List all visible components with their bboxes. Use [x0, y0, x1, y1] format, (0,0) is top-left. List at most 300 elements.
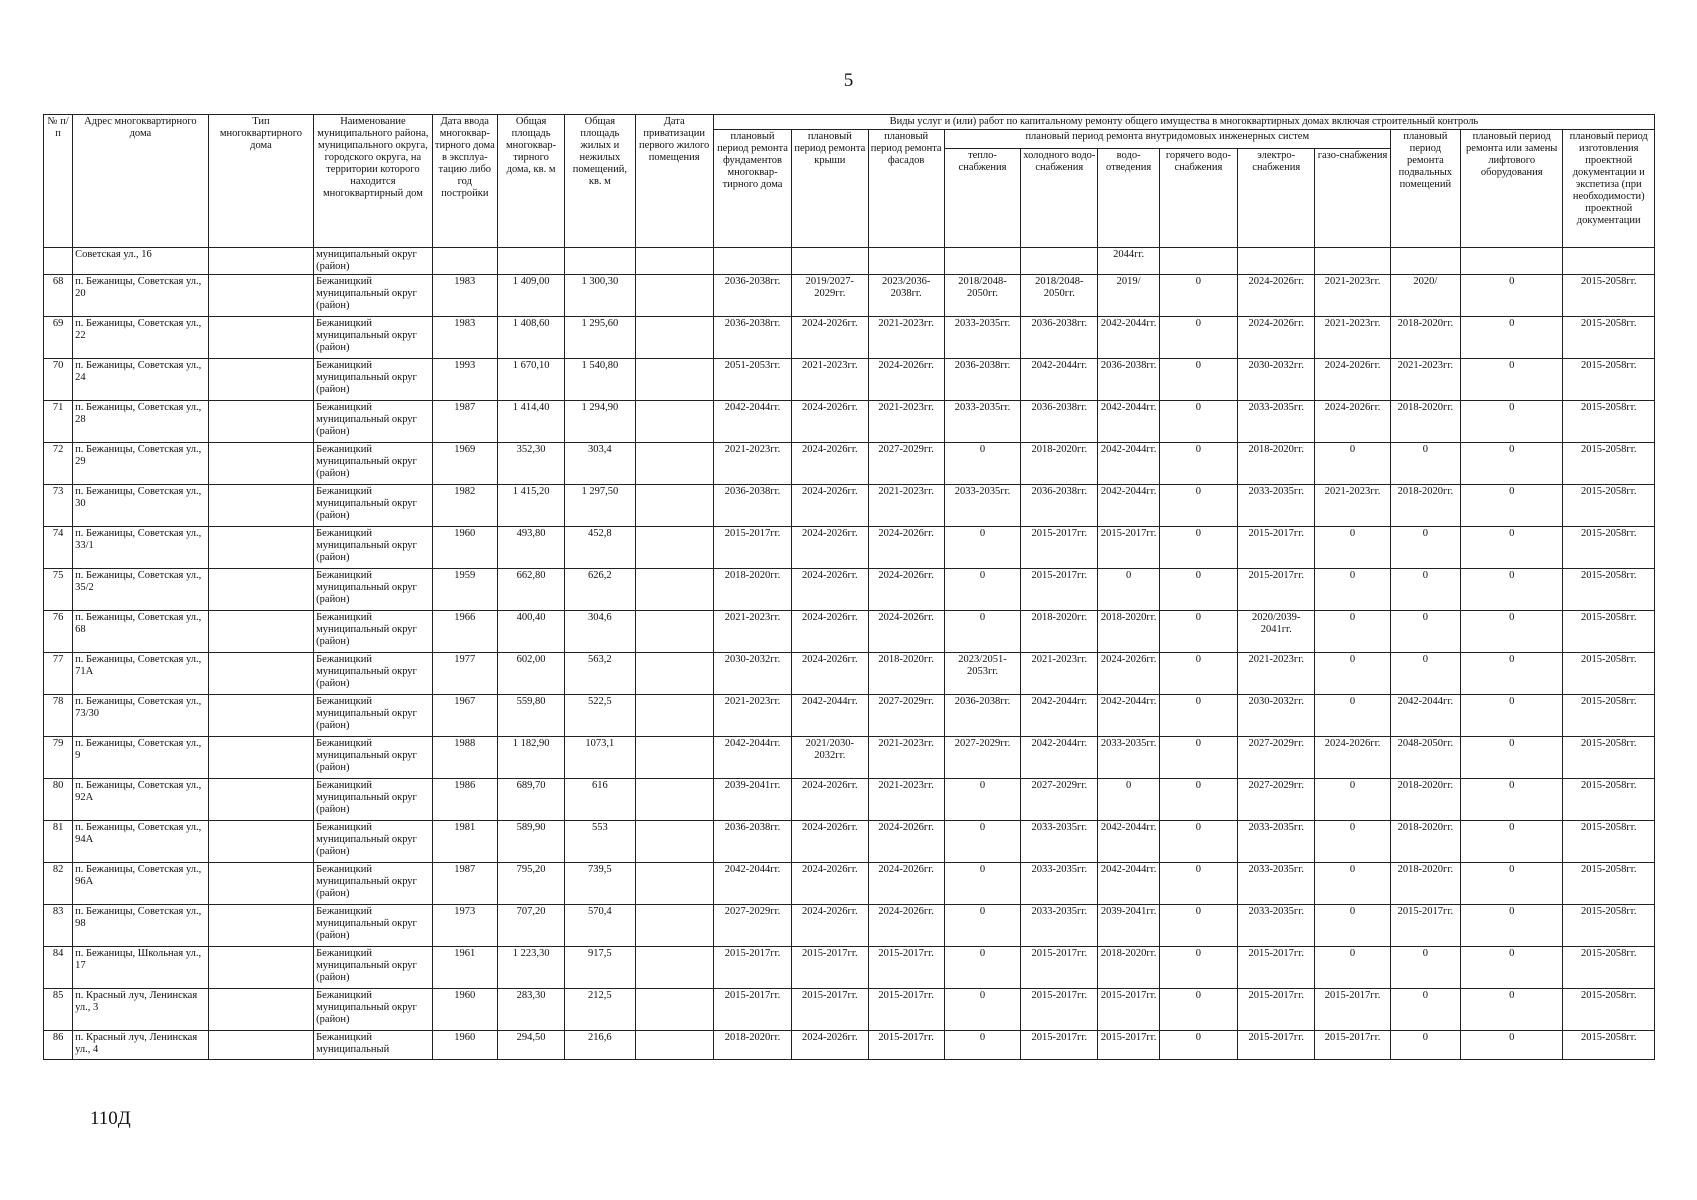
cell-electric: 2030-2032гг. — [1238, 695, 1315, 737]
cell-cold-water: 2018-2020гг. — [1021, 611, 1098, 653]
cell-electric: 2018-2020гг. — [1238, 443, 1315, 485]
cell-total-area: 1 670,10 — [497, 359, 564, 401]
cell-type — [208, 485, 313, 527]
cell-type — [208, 1031, 313, 1060]
cell-living-area: 1 540,80 — [565, 359, 635, 401]
cell-hot-water: 0 — [1159, 989, 1237, 1031]
cell-type — [208, 905, 313, 947]
cell-total-area: 689,70 — [497, 779, 564, 821]
cell-total-area: 707,20 — [497, 905, 564, 947]
cell-design: 2015-2058гг. — [1563, 611, 1655, 653]
cell-living-area: 1073,1 — [565, 737, 635, 779]
cell-foundation: 2042-2044гг. — [713, 863, 791, 905]
document-code: 110Д — [90, 1108, 131, 1129]
cell-district: Бежаницкий муниципальный округ (район) — [314, 905, 433, 947]
cell-living-area: 304,6 — [565, 611, 635, 653]
cell-total-area: 1 408,60 — [497, 317, 564, 359]
cell-no: 78 — [44, 695, 73, 737]
cell-total-area: 400,40 — [497, 611, 564, 653]
cell-basement: 0 — [1390, 947, 1460, 989]
cell-privatization — [635, 359, 713, 401]
cell-gas: 0 — [1315, 821, 1390, 863]
cell-basement: 0 — [1390, 527, 1460, 569]
cell-heat: 0 — [944, 905, 1020, 947]
cell-sewer: 2024-2026гг. — [1098, 653, 1159, 695]
cell-sewer: 2039-2041гг. — [1098, 905, 1159, 947]
cell-basement: 0 — [1390, 653, 1460, 695]
cell-gas: 0 — [1315, 779, 1390, 821]
cell-type — [208, 443, 313, 485]
cell-facade: 2021-2023гг. — [868, 737, 944, 779]
cell-year: 1983 — [432, 275, 497, 317]
cell-privatization — [635, 317, 713, 359]
cell-hot-water: 0 — [1159, 1031, 1237, 1060]
cell-basement: 0 — [1390, 989, 1460, 1031]
cell-privatization — [635, 569, 713, 611]
cell-total-area: 1 223,30 — [497, 947, 564, 989]
cell-foundation: 2018-2020гг. — [713, 1031, 791, 1060]
cell-sewer: 0 — [1098, 569, 1159, 611]
cell-total-area: 559,80 — [497, 695, 564, 737]
col-basement-header: плановый период ремонта подвальных помещений — [1390, 130, 1460, 248]
cell-year: 1959 — [432, 569, 497, 611]
col-electric-header: электро-снабжения — [1238, 149, 1315, 248]
cell-roof: 2024-2026гг. — [792, 1031, 868, 1060]
cell-living-area: 452,8 — [565, 527, 635, 569]
col-district-header: Наименование муниципального района, муниципального округа, городского округа, на территории которого находится многоквартирный дом — [314, 115, 433, 248]
cell-gas: 2015-2017гг. — [1315, 989, 1390, 1031]
cell-address: п. Бежаницы, Советская ул., 71А — [73, 653, 209, 695]
cell-privatization — [635, 821, 713, 863]
cell-address: п. Бежаницы, Советская ул., 73/30 — [73, 695, 209, 737]
cell-no: 83 — [44, 905, 73, 947]
cell-facade: 2024-2026гг. — [868, 905, 944, 947]
cell-type — [208, 737, 313, 779]
cell-sewer: 0 — [1098, 779, 1159, 821]
cell-foundation: 2036-2038гг. — [713, 485, 791, 527]
cell-elevator: 0 — [1461, 317, 1563, 359]
cell-elevator: 0 — [1461, 611, 1563, 653]
cell-facade: 2015-2017гг. — [868, 1031, 944, 1060]
cell-elevator: 0 — [1461, 695, 1563, 737]
cell-basement: 0 — [1390, 1031, 1460, 1060]
cell-gas: 2021-2023гг. — [1315, 275, 1390, 317]
cell-cold-water: 2042-2044гг. — [1021, 359, 1098, 401]
cell-hot-water: 0 — [1159, 275, 1237, 317]
table-row — [44, 821, 1655, 863]
cell-district: Бежаницкий муниципальный округ (район) — [314, 611, 433, 653]
cell-design: 2015-2058гг. — [1563, 821, 1655, 863]
cell-gas: 0 — [1315, 527, 1390, 569]
cell-foundation: 2051-2053гг. — [713, 359, 791, 401]
cell-foundation: 2015-2017гг. — [713, 989, 791, 1031]
cell-year: 1960 — [432, 1031, 497, 1060]
cell-basement: 0 — [1390, 611, 1460, 653]
cell-privatization — [635, 527, 713, 569]
cell-electric: 2024-2026гг. — [1238, 275, 1315, 317]
cell-basement: 2015-2017гг. — [1390, 905, 1460, 947]
cell-roof: 2024-2026гг. — [792, 905, 868, 947]
cell-district: Бежаницкий муниципальный округ (район) — [314, 695, 433, 737]
cell-roof: 2024-2026гг. — [792, 863, 868, 905]
cell-electric: 2015-2017гг. — [1238, 1031, 1315, 1060]
table-row — [44, 317, 1655, 359]
cell-electric: 2033-2035гг. — [1238, 401, 1315, 443]
cell-address: п. Бежаницы, Советская ул., 24 — [73, 359, 209, 401]
cell-roof: 2024-2026гг. — [792, 317, 868, 359]
cell-heat: 2033-2035гг. — [944, 401, 1020, 443]
cell-foundation: 2042-2044гг. — [713, 401, 791, 443]
cell-sewer: 2015-2017гг. — [1098, 527, 1159, 569]
cell-facade: 2021-2023гг. — [868, 485, 944, 527]
cell-electric: 2027-2029гг. — [1238, 779, 1315, 821]
cell-design: 2015-2058гг. — [1563, 443, 1655, 485]
cell-district: Бежаницкий муниципальный округ (район) — [314, 359, 433, 401]
cell-hot-water: 0 — [1159, 947, 1237, 989]
cell-type — [208, 569, 313, 611]
cell-facade: 2021-2023гг. — [868, 317, 944, 359]
cell-gas: 0 — [1315, 695, 1390, 737]
cell-year: 1986 — [432, 779, 497, 821]
cell-facade: 2027-2029гг. — [868, 695, 944, 737]
cell-sewer: 2042-2044гг. — [1098, 401, 1159, 443]
cell-living-area: 917,5 — [565, 947, 635, 989]
cell-privatization — [635, 611, 713, 653]
cell-roof: 2042-2044гг. — [792, 695, 868, 737]
cell-year: 1987 — [432, 863, 497, 905]
cell-living-area: 1 297,50 — [565, 485, 635, 527]
table-row — [44, 989, 1655, 1031]
col-living-area-header: Общая площадь жилых и нежилых помещений, кв. м — [565, 115, 635, 248]
cell-hot-water: 0 — [1159, 317, 1237, 359]
cell-heat: 0 — [944, 863, 1020, 905]
cell-foundation: 2036-2038гг. — [713, 317, 791, 359]
cell-gas: 2021-2023гг. — [1315, 485, 1390, 527]
cell-address: п. Бежаницы, Советская ул., 30 — [73, 485, 209, 527]
cell-no: 86 — [44, 1031, 73, 1060]
cell-facade: 2024-2026гг. — [868, 569, 944, 611]
cell-basement: 2018-2020гг. — [1390, 863, 1460, 905]
cell-elevator: 0 — [1461, 401, 1563, 443]
cell-elevator: 0 — [1461, 989, 1563, 1031]
cell-cold-water: 2015-2017гг. — [1021, 527, 1098, 569]
cell-roof: 2024-2026гг. — [792, 527, 868, 569]
cell-district: Бежаницкий муниципальный округ (район) — [314, 527, 433, 569]
cell-year: 1961 — [432, 947, 497, 989]
cell-basement: 2048-2050гг. — [1390, 737, 1460, 779]
cell-address: п. Бежаницы, Советская ул., 29 — [73, 443, 209, 485]
cell-hot-water: 0 — [1159, 653, 1237, 695]
cell-total-area: 1 415,20 — [497, 485, 564, 527]
cell-no: 69 — [44, 317, 73, 359]
cell-address: п. Бежаницы, Советская ул., 35/2 — [73, 569, 209, 611]
cell-design: 2015-2058гг. — [1563, 737, 1655, 779]
cell-heat: 2033-2035гг. — [944, 317, 1020, 359]
cell-heat: 0 — [944, 569, 1020, 611]
cell-heat: 2036-2038гг. — [944, 695, 1020, 737]
cell-basement: 2018-2020гг. — [1390, 485, 1460, 527]
cell-sewer: 2042-2044гг. — [1098, 317, 1159, 359]
table-row — [44, 443, 1655, 485]
cell-electric: 2015-2017гг. — [1238, 527, 1315, 569]
cell-roof: 2024-2026гг. — [792, 569, 868, 611]
table-row — [44, 275, 1655, 317]
cell-total-area: 294,50 — [497, 1031, 564, 1060]
cell-total-area: 1 182,90 — [497, 737, 564, 779]
col-no-header: № п/п — [44, 115, 73, 248]
cell-cold-water: 2036-2038гг. — [1021, 485, 1098, 527]
cell-heat: 0 — [944, 821, 1020, 863]
cell-design: 2015-2058гг. — [1563, 317, 1655, 359]
cell-basement: 2042-2044гг. — [1390, 695, 1460, 737]
col-privatization-header: Дата приватизации первого жилого помещения — [635, 115, 713, 248]
cell-privatization — [635, 1031, 713, 1060]
cell-foundation: 2036-2038гг. — [713, 275, 791, 317]
cell-gas: 2024-2026гг. — [1315, 359, 1390, 401]
cell-district: Бежаницкий муниципальный округ (район) — [314, 653, 433, 695]
cell-cold-water: 2042-2044гг. — [1021, 695, 1098, 737]
table-row — [44, 1031, 1655, 1060]
cell-total-area: 283,30 — [497, 989, 564, 1031]
cell-address: п. Бежаницы, Советская ул., 96А — [73, 863, 209, 905]
cell-total-area: 493,80 — [497, 527, 564, 569]
cell-elevator: 0 — [1461, 821, 1563, 863]
cell-district: Бежаницкий муниципальный округ (район) — [314, 443, 433, 485]
cell-type — [208, 527, 313, 569]
cell-type — [208, 947, 313, 989]
cell-sewer: 2042-2044гг. — [1098, 695, 1159, 737]
cell-no: 84 — [44, 947, 73, 989]
cell-design: 2015-2058гг. — [1563, 779, 1655, 821]
cell-year: 1983 — [432, 317, 497, 359]
cell-basement: 0 — [1390, 569, 1460, 611]
cell-heat: 2036-2038гг. — [944, 359, 1020, 401]
cell-foundation: 2036-2038гг. — [713, 821, 791, 863]
cell-electric: 2033-2035гг. — [1238, 485, 1315, 527]
cell-roof: 2021/2030-2032гг. — [792, 737, 868, 779]
col-design-header: плановый период изготовления проектной документации и экспетиза (при необходимости) проектной документации — [1563, 130, 1655, 248]
cell-no: 75 — [44, 569, 73, 611]
cell-elevator: 0 — [1461, 275, 1563, 317]
table-row — [44, 695, 1655, 737]
table-row — [44, 527, 1655, 569]
cell-address: п. Бежаницы, Советская ул., 92А — [73, 779, 209, 821]
cell-gas: 2021-2023гг. — [1315, 317, 1390, 359]
cell-cold-water: 2018-2020гг. — [1021, 443, 1098, 485]
cell-year: 1966 — [432, 611, 497, 653]
cell-roof: 2024-2026гг. — [792, 611, 868, 653]
cell-heat: 0 — [944, 611, 1020, 653]
cell-district: Бежаницкий муниципальный округ (район) — [314, 737, 433, 779]
cell-privatization — [635, 947, 713, 989]
cell-year: 1987 — [432, 401, 497, 443]
cell-electric: 2015-2017гг. — [1238, 989, 1315, 1031]
cell-year: 1993 — [432, 359, 497, 401]
cell-district: Бежаницкий муниципальный округ (район) — [314, 317, 433, 359]
cell-heat: 2027-2029гг. — [944, 737, 1020, 779]
cell-gas: 2024-2026гг. — [1315, 401, 1390, 443]
cell-hot-water: 0 — [1159, 779, 1237, 821]
cell-roof: 2024-2026гг. — [792, 779, 868, 821]
cell-district: Бежаницкий муниципальный округ (район) — [314, 947, 433, 989]
cell-total-area: 795,20 — [497, 863, 564, 905]
cell-total-area: 602,00 — [497, 653, 564, 695]
cell-no: 68 — [44, 275, 73, 317]
cell-sewer: 2042-2044гг. — [1098, 863, 1159, 905]
cell-gas: 0 — [1315, 443, 1390, 485]
cell-hot-water: 0 — [1159, 821, 1237, 863]
cell-total-area: 352,30 — [497, 443, 564, 485]
cell-roof: 2024-2026гг. — [792, 821, 868, 863]
cell-elevator: 0 — [1461, 653, 1563, 695]
cell-facade: 2024-2026гг. — [868, 821, 944, 863]
cell-district: Бежаницкий муниципальный округ (район) — [314, 401, 433, 443]
cell-year: 1982 — [432, 485, 497, 527]
table-row — [44, 653, 1655, 695]
cell-year: 1977 — [432, 653, 497, 695]
col-elevator-header: плановый период ремонта или замены лифтового оборудования — [1461, 130, 1563, 248]
cell-no: 79 — [44, 737, 73, 779]
cell-privatization — [635, 275, 713, 317]
cell-foundation: 2021-2023гг. — [713, 611, 791, 653]
cell-type — [208, 863, 313, 905]
cell-address: п. Бежаницы, Советская ул., 9 — [73, 737, 209, 779]
cell-living-area: 216,6 — [565, 1031, 635, 1060]
cell-facade: 2024-2026гг. — [868, 611, 944, 653]
cell-privatization — [635, 653, 713, 695]
cell-gas: 0 — [1315, 905, 1390, 947]
cell-type — [208, 401, 313, 443]
col-facade-header: плановый период ремонта фасадов — [868, 130, 944, 248]
cell-hot-water: 0 — [1159, 527, 1237, 569]
cell-facade: 2024-2026гг. — [868, 359, 944, 401]
cell-type — [208, 695, 313, 737]
cell-roof: 2015-2017гг. — [792, 947, 868, 989]
cell-foundation: 2030-2032гг. — [713, 653, 791, 695]
cell-sewer: 2015-2017гг. — [1098, 989, 1159, 1031]
cell-electric: 2024-2026гг. — [1238, 317, 1315, 359]
cell-facade: 2015-2017гг. — [868, 947, 944, 989]
cell-district: Бежаницкий муниципальный округ (район) — [314, 569, 433, 611]
cell-type — [208, 611, 313, 653]
cell-year: 1969 — [432, 443, 497, 485]
cell-address: п. Бежаницы, Советская ул., 94А — [73, 821, 209, 863]
cell-facade: 2021-2023гг. — [868, 401, 944, 443]
cell-no: 85 — [44, 989, 73, 1031]
cell-living-area: 570,4 — [565, 905, 635, 947]
cell-address: п. Бежаницы, Советская ул., 33/1 — [73, 527, 209, 569]
cell-privatization — [635, 989, 713, 1031]
cell-elevator: 0 — [1461, 947, 1563, 989]
cell-cold-water: 2021-2023гг. — [1021, 653, 1098, 695]
cell-cold-water: 2042-2044гг. — [1021, 737, 1098, 779]
cell-basement: 2018-2020гг. — [1390, 779, 1460, 821]
cell-roof: 2024-2026гг. — [792, 443, 868, 485]
cell-total-area: 1 414,40 — [497, 401, 564, 443]
cell-hot-water: 0 — [1159, 611, 1237, 653]
cell-sewer: 2019/ — [1098, 275, 1159, 317]
cell-design: 2015-2058гг. — [1563, 905, 1655, 947]
cell-elevator: 0 — [1461, 443, 1563, 485]
cell-type — [208, 989, 313, 1031]
cell-no: 73 — [44, 485, 73, 527]
col-total-area-header: Общая площадь многоквар-тирного дома, кв. м — [497, 115, 564, 248]
cell-gas: 0 — [1315, 569, 1390, 611]
cell-roof: 2021-2023гг. — [792, 359, 868, 401]
cell-roof: 2019/2027-2029гг. — [792, 275, 868, 317]
cell-no: 71 — [44, 401, 73, 443]
cell-design: 2015-2058гг. — [1563, 275, 1655, 317]
cell-design: 2015-2058гг. — [1563, 569, 1655, 611]
cell-living-area: 303,4 — [565, 443, 635, 485]
cell-sewer: 2033-2035гг. — [1098, 737, 1159, 779]
cell-elevator: 0 — [1461, 1031, 1563, 1060]
cell-design: 2015-2058гг. — [1563, 1031, 1655, 1060]
cell-no: 77 — [44, 653, 73, 695]
cell-cold-water: 2033-2035гг. — [1021, 863, 1098, 905]
cell-year: 1967 — [432, 695, 497, 737]
cell-facade: 2024-2026гг. — [868, 527, 944, 569]
cell-type — [208, 359, 313, 401]
cell-hot-water: 0 — [1159, 359, 1237, 401]
cell-foundation: 2027-2029гг. — [713, 905, 791, 947]
cell-district: Бежаницкий муниципальный округ (район) — [314, 779, 433, 821]
cell-cold-water: 2018/2048-2050гг. — [1021, 275, 1098, 317]
cell-total-area: 1 409,00 — [497, 275, 564, 317]
cell-electric: 2020/2039-2041гг. — [1238, 611, 1315, 653]
col-foundation-header: плановый период ремонта фундаментов многоквар-тирного дома — [713, 130, 791, 248]
cell-year: 1981 — [432, 821, 497, 863]
cell-hot-water: 0 — [1159, 485, 1237, 527]
cell-district: Бежаницкий муниципальный — [314, 1031, 433, 1060]
table-row — [44, 485, 1655, 527]
col-cold-water-header: холодного водо-снабжения — [1021, 149, 1098, 248]
table-row — [44, 359, 1655, 401]
cell-design: 2015-2058гг. — [1563, 401, 1655, 443]
cell-address: п. Красный луч, Ленинская ул., 3 — [73, 989, 209, 1031]
table-row — [44, 401, 1655, 443]
cell-living-area: 1 294,90 — [565, 401, 635, 443]
cell-hot-water: 0 — [1159, 569, 1237, 611]
cell-gas: 2015-2017гг. — [1315, 1031, 1390, 1060]
cell-design: 2015-2058гг. — [1563, 947, 1655, 989]
cell-sewer: 2044гг. — [1098, 248, 1159, 275]
cell-elevator: 0 — [1461, 569, 1563, 611]
cell-heat: 2018/2048-2050гг. — [944, 275, 1020, 317]
cell-heat: 0 — [944, 443, 1020, 485]
table-row — [44, 737, 1655, 779]
cell-electric: 2021-2023гг. — [1238, 653, 1315, 695]
cell-hot-water: 0 — [1159, 401, 1237, 443]
cell-privatization — [635, 737, 713, 779]
cell-elevator: 0 — [1461, 779, 1563, 821]
cell-living-area: 522,5 — [565, 695, 635, 737]
cell-living-area: 1 300,30 — [565, 275, 635, 317]
cell-gas: 0 — [1315, 863, 1390, 905]
cell-district: Бежаницкий муниципальный округ (район) — [314, 821, 433, 863]
cell-no: 81 — [44, 821, 73, 863]
cell-roof: 2015-2017гг. — [792, 989, 868, 1031]
cell-design: 2015-2058гг. — [1563, 863, 1655, 905]
table-row — [44, 248, 1655, 275]
cell-elevator: 0 — [1461, 863, 1563, 905]
cell-year: 1960 — [432, 527, 497, 569]
cell-total-area: 662,80 — [497, 569, 564, 611]
cell-heat: 2033-2035гг. — [944, 485, 1020, 527]
cell-no: 72 — [44, 443, 73, 485]
cell-foundation: 2021-2023гг. — [713, 443, 791, 485]
cell-privatization — [635, 443, 713, 485]
